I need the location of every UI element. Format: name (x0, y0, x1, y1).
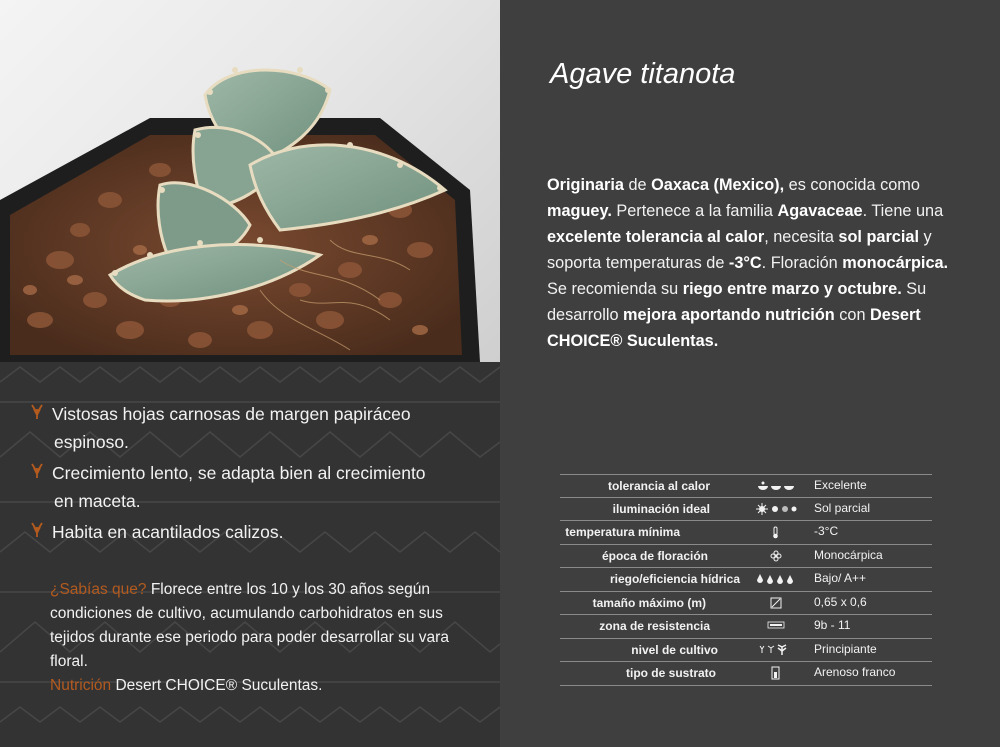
description-text: Pertenece a la familia (611, 202, 778, 220)
spec-value: Bajo/ A++ (814, 571, 867, 585)
feature-line-1: Crecimiento lento, se adapta bien al crecimiento (52, 463, 426, 483)
list-item (30, 518, 490, 546)
description-emphasis: excelente tolerancia al calor (547, 228, 765, 246)
description-text: Se recomienda su (547, 280, 683, 298)
agave-photo-illustration (0, 0, 500, 362)
spec-value: 9b - 11 (814, 618, 851, 632)
sun-level-icon (756, 502, 806, 516)
description-emphasis: Oaxaca (Mexico), (651, 176, 785, 194)
description-emphasis: mejora aportando nutrición (623, 306, 835, 324)
description-text: y soporta temperaturas de (547, 228, 932, 272)
table-row (560, 662, 932, 686)
spec-label: iluminación ideal (612, 501, 710, 516)
table-row (560, 592, 932, 616)
spec-value: Principiante (814, 641, 877, 656)
table-row (560, 615, 932, 639)
features-panel (0, 362, 500, 747)
feature-line-1: Vistosas hojas carnosas de margen papiráceo (52, 404, 411, 424)
description-emphasis: Originaria (547, 176, 624, 194)
description-text: , necesita (764, 228, 839, 246)
spec-label: zona de resistencia (599, 619, 710, 633)
spec-value: Excelente (814, 478, 867, 492)
description-panel (500, 0, 1000, 747)
spec-label: tolerancia al calor (607, 479, 710, 493)
description-text: es conocida como (784, 176, 920, 194)
thermometer-icon (756, 525, 806, 539)
description-emphasis: Desert CHOICE® Suculentas. (547, 306, 921, 350)
substrate-icon (756, 666, 806, 680)
usda-zone-icon (756, 619, 806, 633)
plant-photo (0, 0, 500, 362)
info-box (50, 578, 490, 698)
heat-tolerance-icon (756, 479, 806, 493)
spec-label: temperatura mínima (565, 525, 680, 539)
features-list (30, 400, 490, 549)
description-text: de (623, 176, 652, 194)
specs-table (560, 474, 932, 686)
list-item (30, 400, 490, 456)
list-item (30, 459, 490, 515)
page-title: Agave titanota (550, 58, 736, 90)
agave-bullet-icon (30, 462, 44, 478)
table-row (560, 521, 932, 545)
spec-label: época de floración (601, 548, 708, 563)
spec-value: Sol parcial (814, 500, 871, 515)
description-emphasis: maguey. (547, 202, 612, 220)
feature-line-2: en maceta. (54, 491, 141, 511)
size-icon (756, 596, 806, 610)
table-row (560, 639, 932, 663)
table-row (560, 498, 932, 522)
description-emphasis: sol parcial (838, 228, 919, 246)
sabias-text: Florece entre los 10 y los 30 años según condiciones de cultivo, acumulando carbohidratos en sus tejidos durante ese periodo para poder desarrollar su vara floral. (50, 581, 449, 670)
feature-line-1: Habita en acantilados calizos. (52, 522, 284, 542)
feature-line-2: espinoso. (54, 432, 129, 452)
description-emphasis: monocárpica. (842, 254, 949, 272)
spec-label: tamaño máximo (m) (592, 595, 706, 610)
spec-label: riego/eficiencia hídrica (609, 572, 740, 586)
nutricion-text: Desert CHOICE® Suculentas. (111, 677, 323, 694)
flower-icon (756, 549, 806, 563)
table-row (560, 545, 932, 569)
description-text: . Tiene una (862, 202, 944, 220)
description-emphasis: -3°C (728, 254, 762, 272)
spec-value: 0,65 x 0,6 (814, 594, 867, 609)
water-drop-icon (756, 572, 806, 586)
agave-bullet-icon (30, 521, 44, 537)
spec-label: nivel de cultivo (631, 642, 718, 657)
description-text: con (834, 306, 871, 324)
table-row (560, 474, 932, 498)
description-emphasis: Agavaceae (777, 202, 863, 220)
description-text: Su desarrollo (547, 280, 927, 324)
spec-value: Arenoso franco (814, 665, 896, 679)
description-emphasis: riego entre marzo y octubre. (682, 280, 902, 298)
spec-label: tipo de sustrato (625, 666, 716, 680)
spec-value: Monocárpica (814, 547, 883, 562)
spec-value: -3°C (814, 524, 839, 538)
plant-description (547, 172, 967, 354)
cultivation-level-icon (756, 643, 806, 657)
agave-bullet-icon (30, 403, 44, 419)
description-text: . Floración (761, 254, 843, 272)
table-row (560, 568, 932, 592)
sabias-label: ¿Sabías que? (50, 581, 147, 598)
nutricion-label: Nutrición (50, 677, 112, 694)
